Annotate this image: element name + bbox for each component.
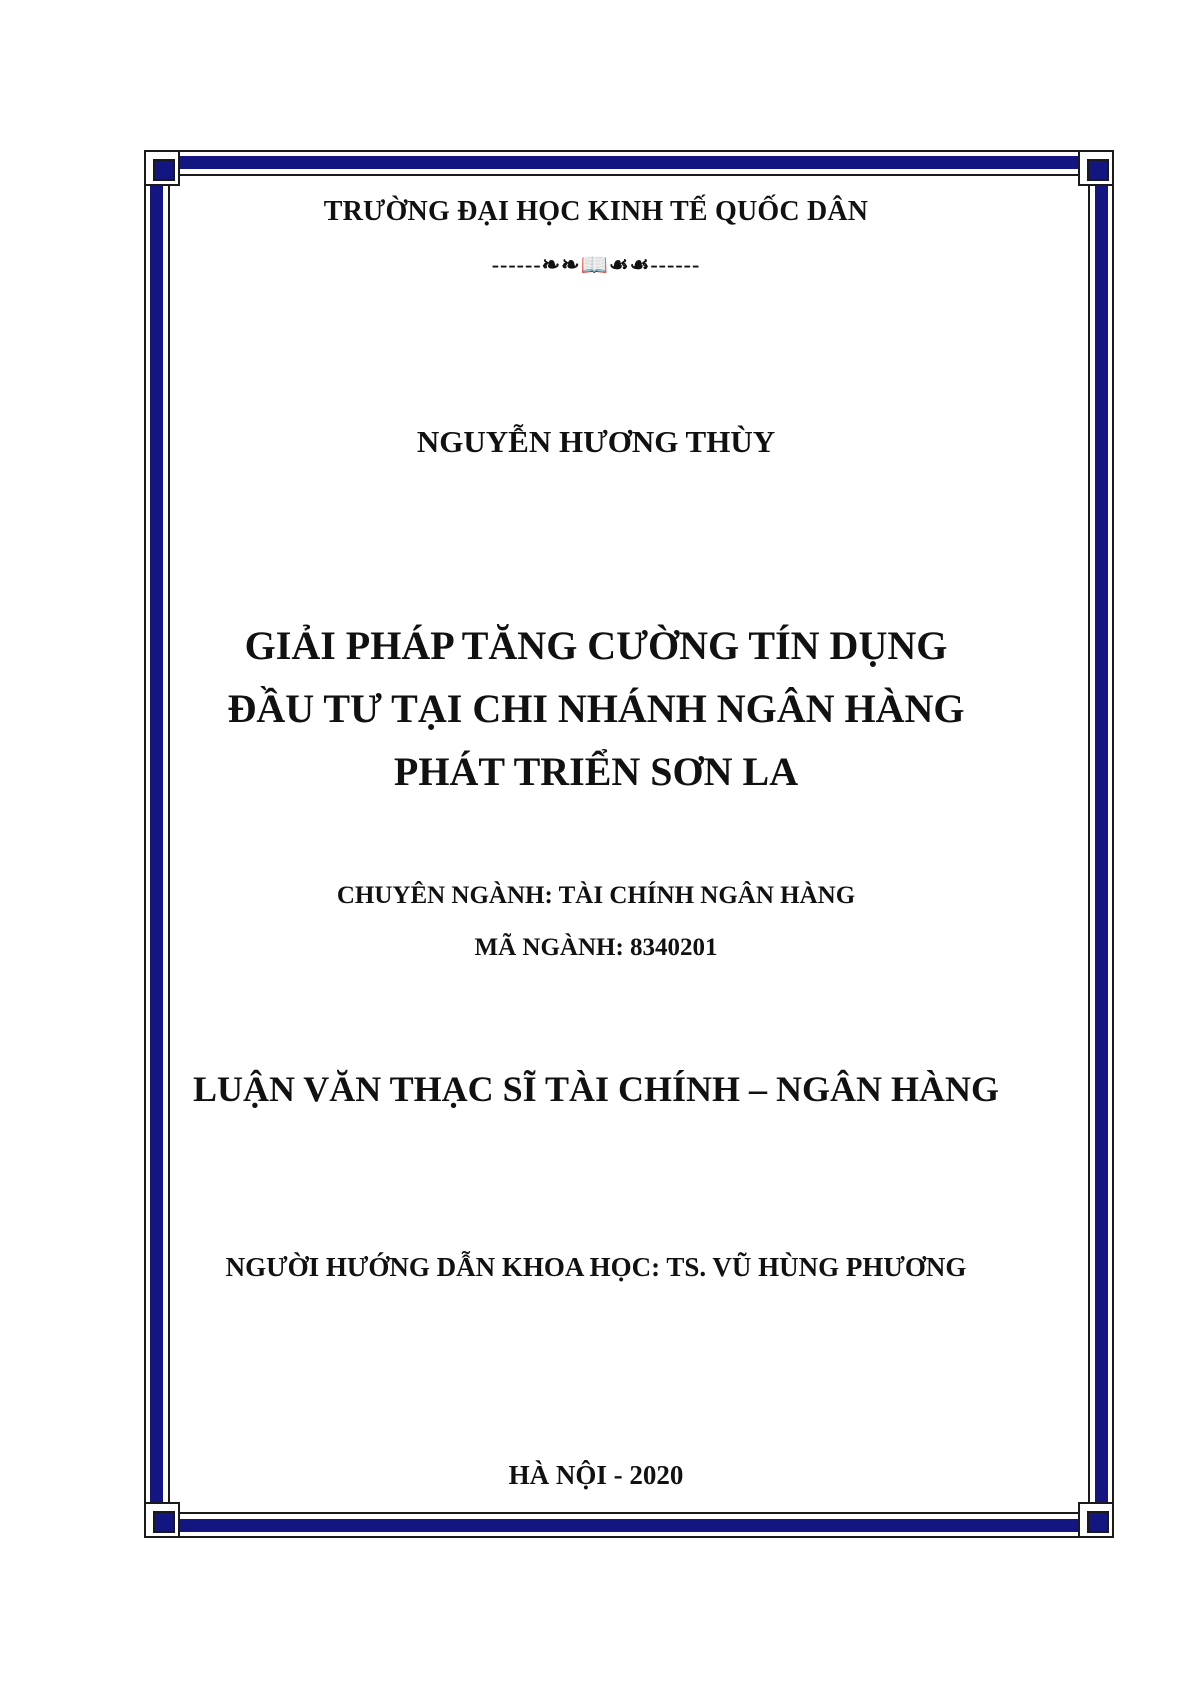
frame-corner-top-left — [144, 150, 180, 186]
place-year: HÀ NỘI - 2020 — [508, 1460, 684, 1490]
frame-inner-border — [168, 174, 1090, 1514]
frame-corner-bottom-left — [144, 1502, 180, 1538]
ornament-divider: ------❧❧📖☙☙------ — [491, 252, 701, 277]
degree-type: LUẬN VĂN THẠC SĨ TÀI CHÍNH – NGÂN HÀNG — [192, 1069, 1000, 1109]
thesis-title-line-2: ĐẦU TƯ TẠI CHI NHÁNH NGÂN HÀNG — [227, 686, 965, 731]
thesis-title-line-1: GIẢI PHÁP TĂNG CƯỜNG TÍN DỤNG — [244, 623, 948, 668]
frame-corner-top-right — [1078, 150, 1114, 186]
major-label: CHUYÊN NGÀNH: TÀI CHÍNH NGÂN HÀNG — [336, 882, 856, 909]
thesis-title-line-3: PHÁT TRIỂN SƠN LA — [393, 749, 799, 794]
major-code: MÃ NGÀNH: 8340201 — [474, 934, 718, 961]
thesis-title — [0, 614, 1192, 803]
author-name: NGUYỄN HƯƠNG THÙY — [416, 424, 776, 459]
school-name: TRƯỜNG ĐẠI HỌC KINH TẾ QUỐC DÂN — [323, 196, 869, 227]
frame-corner-bottom-right — [1078, 1502, 1114, 1538]
supervisor: NGƯỜI HƯỚNG DẪN KHOA HỌC: TS. VŨ HÙNG PHƯƠNG — [225, 1252, 967, 1282]
